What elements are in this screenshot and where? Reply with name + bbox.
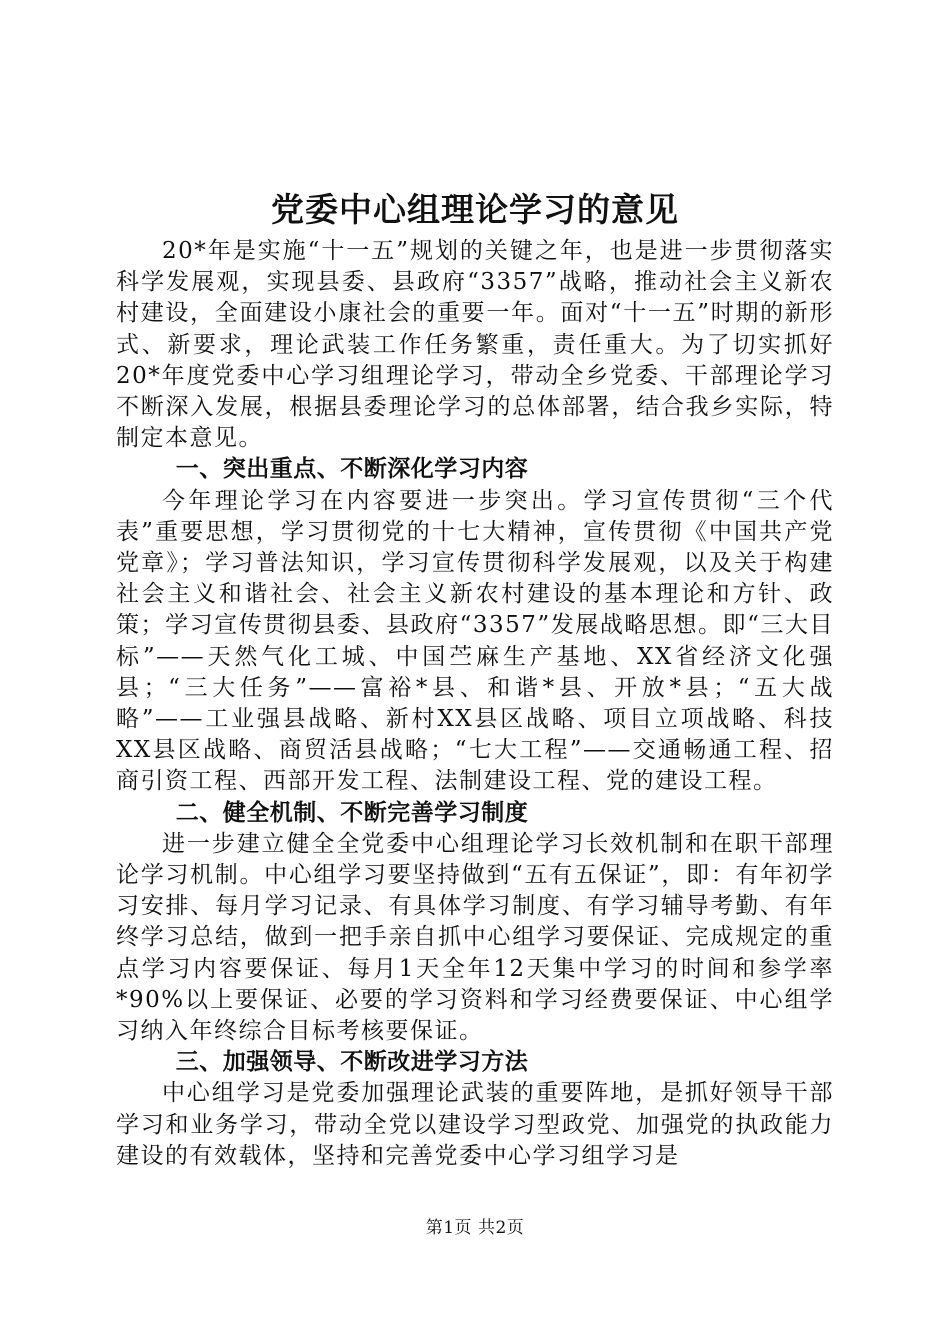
section-paragraph-2: 进一步建立健全全党委中心组理论学习长效机制和在职干部理论学习机制。中心组学习要坚持做到“五有五保证”，即：有年初学习安排、每月学习记录、有具体学习制度、有学习辅导考勤、有年终学习总结，做到一把手亲自抓中心组学习要保证、完成规定的重点学习内容要保证、每月1天全年12天集中学习的时间和参学率*90%以上要保证、必要的学习资料和学习经费要保证、中心组学习纳入年终综合目标考核要保证。: [116, 830, 834, 1045]
document-body: [116, 236, 834, 1172]
page-footer: 第1页 共2页: [425, 1218, 525, 1238]
section-heading-3: 三、加强领导、不断改进学习方法: [175, 1049, 529, 1076]
intro-paragraph: 20*年是实施“十一五”规划的关键之年，也是进一步贯彻落实科学发展观，实现县委、县政府“3357”战略，推动社会主义新农村建设，全面建设小康社会的重要一年。面对“十一五”时期的新形式、新要求，理论武装工作任务繁重，责任重大。为了切实抓好20*年度党委中心学习组理论学习，带动全乡党委、干部理论学习不断深入发展，根据县委理论学习的总体部署，结合我乡实际，特制定本意见。: [116, 238, 834, 452]
section-paragraph-1: 今年理论学习在内容要进一步突出。学习宣传贯彻“三个代表”重要思想，学习贯彻党的十七大精神，宣传贯彻《中国共产党党章》；学习普法知识，学习宣传贯彻科学发展观，以及关于构建社会主义和谐社会、社会主义新农村建设的基本理论和方针、政策；学习宣传贯彻县委、县政府“3357”发展战略思想。即“三大目标”——天然气化工城、中国苎麻生产基地、XX省经济文化强县；“三大任务”——富裕*县、和谐*县、开放*县；“五大战略”——工业强县战略、新村XX县区战略、项目立项战略、科技XX县区战略、商贸活县战略；“七大工程”——交通畅通工程、招商引资工程、西部开发工程、法制建设工程、党的建设工程。: [116, 487, 834, 795]
section-heading-1: 一、突出重点、不断深化学习内容: [175, 456, 529, 483]
document-title: 党委中心组理论学习的意见: [271, 190, 679, 229]
section-paragraph-3: 中心组学习是党委加强理论武装的重要阵地，是抓好领导干部学习和业务学习，带动全党以建设学习型政党、加强党的执政能力建设的有效载体，坚持和完善党委中心学习组学习是: [116, 1080, 834, 1169]
section-heading-2: 二、健全机制、不断完善学习制度: [175, 799, 529, 826]
